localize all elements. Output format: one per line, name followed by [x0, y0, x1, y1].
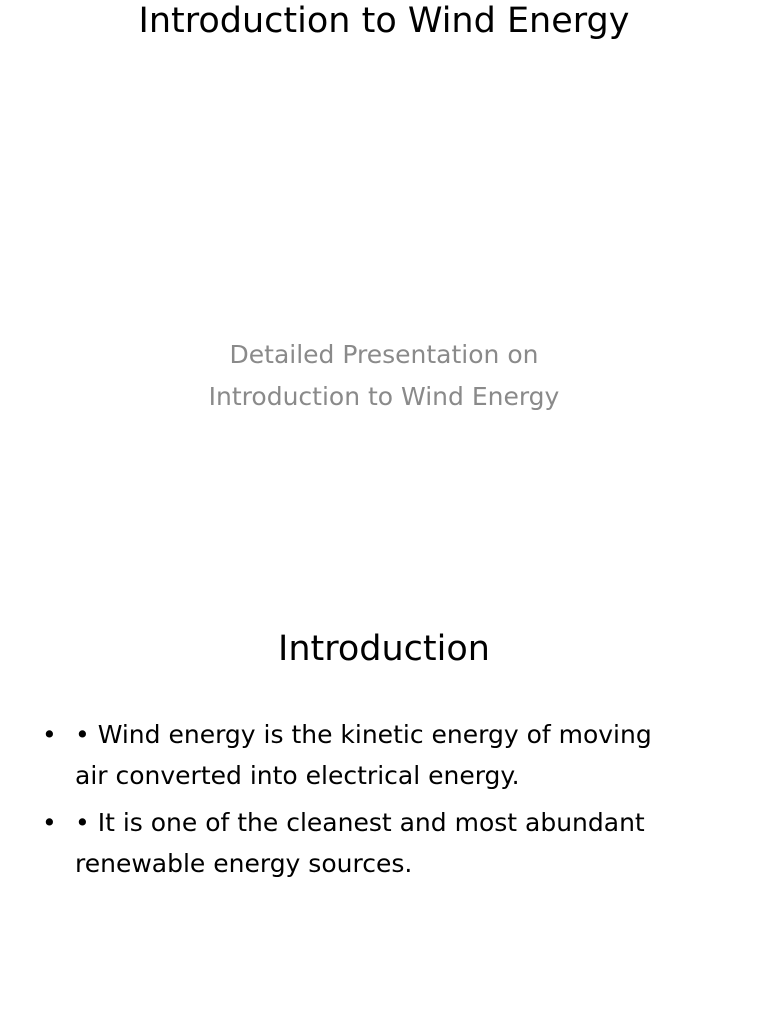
bullet-item	[0, 714, 768, 796]
bullet-marker: •	[42, 808, 57, 837]
subtitle-line: Detailed Presentation on	[229, 340, 539, 369]
bullet-text-line: air converted into electrical energy.	[75, 761, 520, 790]
bullet-text-line: renewable energy sources.	[75, 849, 413, 878]
bullet-item	[0, 802, 768, 884]
subtitle-line: Introduction to Wind Energy	[208, 382, 560, 411]
bullet-list	[0, 714, 768, 890]
slide-title: Introduction to Wind Energy	[138, 1, 630, 41]
bullet-text-line: • Wind energy is the kinetic energy of moving	[75, 720, 652, 749]
section-title: Introduction	[278, 629, 490, 669]
slide-subtitle	[0, 334, 768, 418]
bullet-text-line: • It is one of the cleanest and most abundant	[75, 808, 645, 837]
bullet-marker: •	[42, 720, 57, 749]
